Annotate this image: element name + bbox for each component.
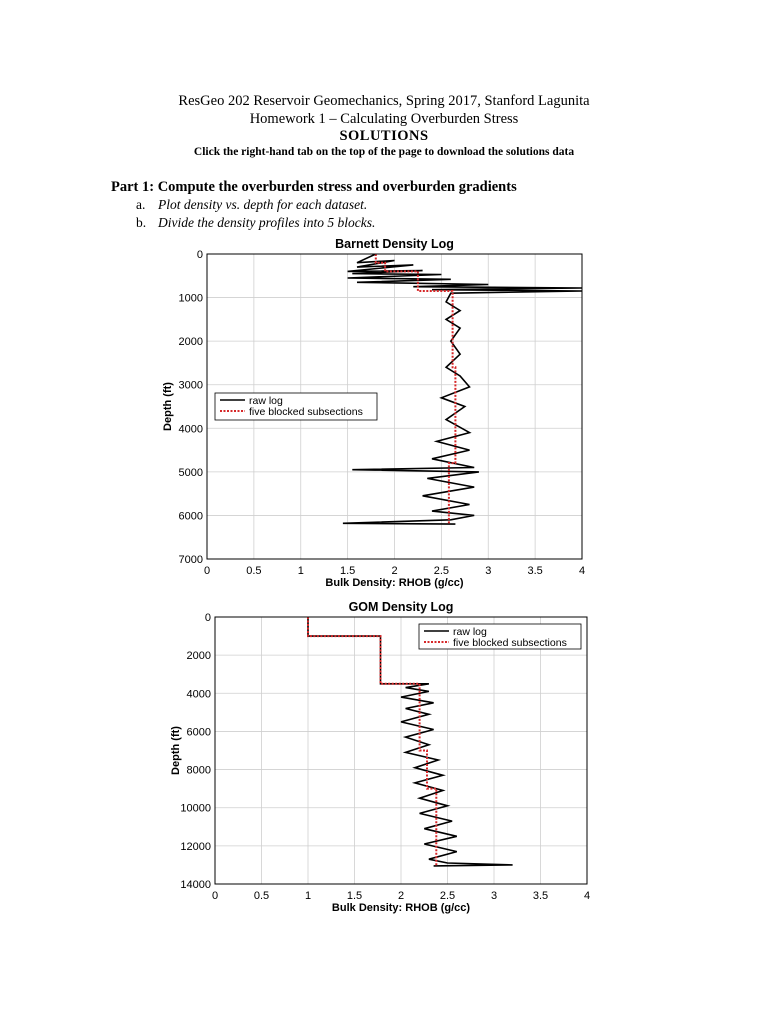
- y-tick-label: 0: [196, 249, 203, 261]
- x-tick-label: 3.5: [532, 890, 549, 902]
- y-tick-label: 6000: [178, 510, 203, 523]
- homework-title: Homework 1 – Calculating Overburden Stress: [249, 111, 519, 127]
- x-tick-label: 0: [203, 565, 211, 577]
- item-label: b.: [136, 215, 147, 230]
- y-tick-label: 12000: [180, 840, 211, 853]
- x-tick-label: 1: [304, 890, 312, 902]
- y-tick-label: 14000: [180, 879, 211, 891]
- y-axis-label: Depth (ft): [170, 726, 182, 775]
- x-tick-label: 1.5: [339, 565, 356, 577]
- chart-title: Barnett Density Log: [335, 237, 454, 251]
- y-tick-label: 4000: [178, 423, 203, 436]
- legend-entry: raw log: [453, 626, 487, 638]
- y-axis-label: Depth (ft): [162, 382, 174, 431]
- chart-title: GOM Density Log: [348, 600, 454, 614]
- x-tick-label: 3.5: [527, 565, 543, 577]
- legend-entry: five blocked subsections: [249, 406, 363, 418]
- x-tick-label: 2: [397, 890, 405, 902]
- y-tick-label: 10000: [180, 802, 211, 815]
- y-tick-label: 6000: [186, 726, 211, 739]
- y-tick-label: 2000: [186, 650, 211, 663]
- x-tick-label: 3: [485, 565, 492, 577]
- x-tick-label: 3: [490, 890, 498, 902]
- y-tick-label: 3000: [178, 379, 203, 392]
- y-tick-label: 7000: [178, 554, 203, 566]
- course-title: ResGeo 202 Reservoir Geomechanics, Spring 2017, Stanford Lagunita: [178, 93, 590, 109]
- x-tick-label: 4: [583, 890, 591, 902]
- y-tick-label: 2000: [178, 336, 203, 349]
- x-axis-label: Bulk Density: RHOB (g/cc): [325, 577, 464, 589]
- item-label: a.: [136, 197, 146, 212]
- part1-title: Part 1: Compute the overburden stress and overburden gradients: [111, 179, 517, 195]
- x-tick-label: 2.5: [439, 890, 456, 902]
- item-text: Plot density vs. depth for each dataset.: [158, 197, 368, 212]
- x-axis-label: Bulk Density: RHOB (g/cc): [331, 902, 471, 914]
- x-tick-label: 0: [211, 890, 219, 902]
- legend-entry: raw log: [249, 395, 283, 407]
- raw-log-series-line: [308, 617, 513, 866]
- x-tick-label: 0.5: [253, 890, 270, 902]
- y-tick-label: 4000: [186, 688, 211, 701]
- download-instruction: Click the right-hand tab on the top of the page to download the solutions data: [193, 146, 575, 158]
- x-tick-label: 2: [391, 565, 398, 577]
- x-tick-label: 1: [297, 565, 304, 577]
- y-tick-label: 8000: [186, 764, 211, 777]
- legend: [419, 624, 581, 649]
- x-tick-label: 0.5: [246, 565, 262, 577]
- item-text: Divide the density profiles into 5 blocks.: [158, 215, 376, 230]
- y-tick-label: 0: [204, 612, 211, 624]
- x-tick-label: 1.5: [346, 890, 363, 902]
- solutions-heading: SOLUTIONS: [339, 128, 429, 144]
- x-tick-label: 4: [578, 565, 586, 577]
- y-tick-label: 5000: [178, 466, 203, 479]
- x-tick-label: 2.5: [433, 565, 450, 577]
- legend-entry: five blocked subsections: [453, 637, 567, 649]
- y-tick-label: 1000: [178, 292, 203, 305]
